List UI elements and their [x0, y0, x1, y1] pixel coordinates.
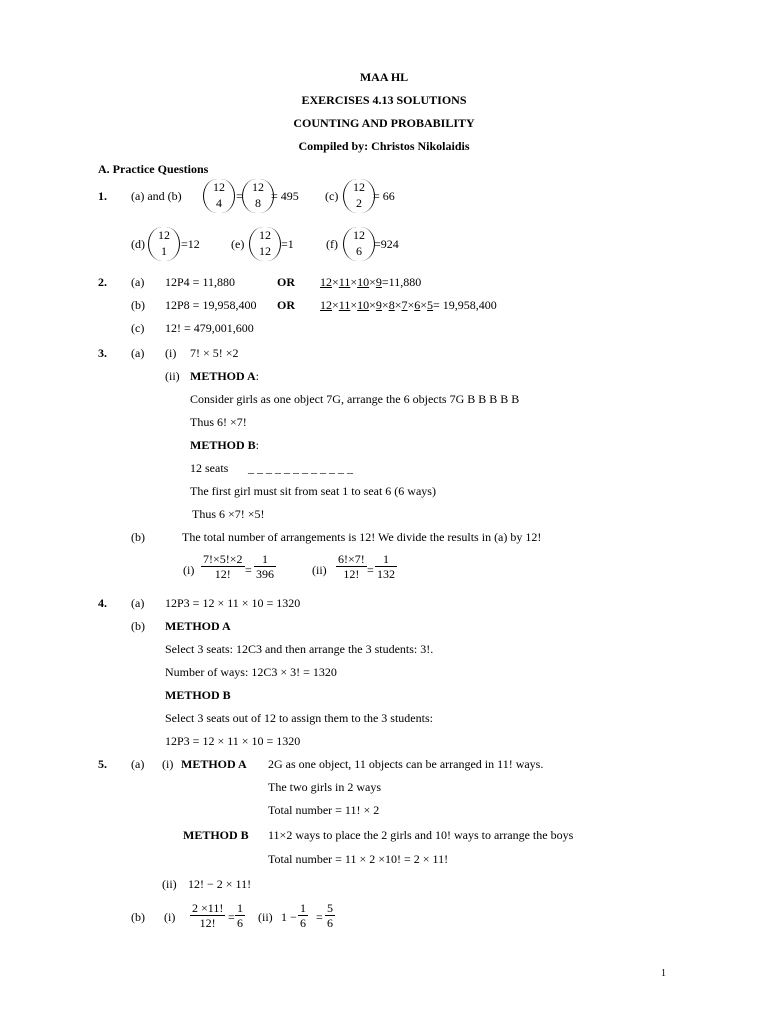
q5-bi-equals: =	[228, 910, 235, 924]
q3-a-label: (a)	[131, 346, 145, 360]
q3-ai-label: (i)	[165, 346, 177, 360]
q4-method-a-title: METHOD A	[165, 619, 231, 633]
q2-b-text: 12P8 = 19,958,400	[165, 298, 257, 312]
q5-method-a-line: The two girls in 2 ways	[268, 780, 381, 794]
q2-a-alt-factor: 10	[357, 275, 370, 289]
q2-a-alt-factor: 9	[375, 275, 382, 289]
q2-b-alt-factor: 10	[357, 298, 370, 312]
q3-bii-label: (ii)	[312, 563, 327, 577]
q4-a-label: (a)	[131, 596, 145, 610]
q3-number: 3.	[98, 346, 107, 360]
q2-b-alt-result: = 19,958,400	[433, 298, 497, 312]
q1-binom-f-bottom: 6	[356, 244, 362, 258]
q3-aii-label: (ii)	[165, 369, 180, 383]
q5-method-a-title: METHOD A	[181, 757, 247, 771]
q1-f-label: (f)	[326, 237, 338, 251]
q1-binom-d-top: 12	[158, 228, 170, 242]
q3-bi-fraction	[201, 552, 245, 581]
q5-bii-prefix: 1 −	[281, 910, 297, 924]
q2-b-alt-times: ×	[332, 298, 339, 312]
q2-b-alt-times: ×	[369, 298, 376, 312]
q3-bi-result-numerator: 1	[254, 552, 276, 567]
q2-a-alt-times: ×	[369, 275, 376, 289]
q2-a-label: (a)	[131, 275, 145, 289]
q2-b-or: OR	[277, 298, 295, 312]
q3-bi-numerator: 7!×5!×2	[203, 552, 243, 566]
q1-binom-c-bottom: 2	[356, 196, 362, 210]
q2-a-alt-times: ×	[332, 275, 339, 289]
q1-d-result: =12	[181, 237, 200, 251]
q5-bi-denominator: 12!	[199, 916, 216, 930]
q5-bii-result-numerator: 5	[327, 901, 333, 915]
q5-method-b-title: METHOD B	[183, 828, 249, 842]
q3-seats-label: 12 seats	[190, 461, 229, 475]
q3-method-b-colon: :	[255, 438, 260, 452]
q2-number: 2.	[98, 275, 107, 289]
q5-method-a-line: Total number = 11! × 2	[268, 803, 380, 817]
q5-bii-result	[325, 901, 335, 930]
q5-bii-fraction	[298, 901, 308, 930]
q1-binom-e-bottom: 12	[259, 244, 271, 258]
q1-f-result: =924	[374, 237, 399, 251]
q3-bi-result	[254, 552, 276, 581]
q3-method-a-colon: :	[255, 369, 260, 383]
q2-b-alt-times: ×	[394, 298, 402, 312]
q5-bi-result-denominator: 6	[237, 916, 243, 930]
q2-b-alt-factor: 6	[414, 298, 421, 312]
q5-bii-denominator: 6	[300, 916, 306, 930]
q2-a-alt-times: ×	[350, 275, 358, 289]
q4-method-b-title: METHOD B	[165, 688, 231, 702]
q2-b-label: (b)	[131, 298, 145, 312]
q4-method-b-line: 12P3 = 12 × 11 × 10 = 1320	[165, 734, 301, 748]
q3-bi-equals: =	[245, 563, 252, 577]
q3-bii-result	[375, 552, 397, 581]
q2-a-alt-factor: 12	[320, 275, 332, 289]
q2-a-alt-result: =11,880	[381, 275, 422, 289]
q3-bii-fraction	[336, 552, 367, 581]
q4-method-b-line: Select 3 seats out of 12 to assign them to the 3 students:	[165, 711, 433, 725]
q5-method-b-line: Total number = 11 × 2 ×10! = 2 × 11!	[268, 852, 449, 866]
q2-a-or: OR	[277, 275, 295, 289]
q2-a-text: 12P4 = 11,880	[165, 275, 235, 289]
q2-b-alt-factor: 5	[427, 298, 434, 312]
q3-bi-result-denominator: 396	[256, 567, 274, 581]
q5-method-a-line: 2G as one object, 11 objects can be arranged in 11! ways.	[268, 757, 544, 771]
section-heading: A. Practice Questions	[98, 162, 209, 176]
q1-binom-c	[343, 179, 375, 213]
q2-b-alt	[320, 298, 497, 312]
q1-binom-a	[203, 179, 235, 213]
q2-a-alt	[320, 275, 421, 289]
q3-b-label: (b)	[131, 530, 145, 544]
q1-binom-b-bottom: 8	[255, 196, 261, 210]
q3-bii-numerator: 6!×7!	[338, 552, 365, 566]
q5-bi-fraction	[190, 901, 225, 930]
q1-ab-label: (a) and (b)	[131, 189, 182, 203]
q2-b-alt-factor: 9	[375, 298, 382, 312]
q3-method-b-line: The first girl must sit from seat 1 to seat 6 (6 ways)	[190, 484, 436, 498]
q1-ab-result: = 495	[271, 189, 299, 203]
q5-aii-text: 12! − 2 × 11!	[188, 877, 252, 891]
q5-method-b-line: 11×2 ways to place the 2 girls and 10! ways to arrange the boys	[268, 828, 574, 842]
q2-b-alt-factor: 8	[388, 298, 395, 312]
q3-b-text: The total number of arrangements is 12! We divide the results in (a) by 12!	[182, 530, 542, 544]
q5-bi-result	[235, 901, 245, 930]
q3-method-b-title: METHOD B	[190, 438, 256, 452]
q5-ai-label: (i)	[162, 757, 174, 771]
q3-bi-label: (i)	[183, 563, 195, 577]
q1-binom-e-top: 12	[259, 228, 271, 242]
q1-binom-e	[249, 227, 281, 261]
q2-b-alt-factor: 12	[320, 298, 332, 312]
q2-b-alt-factor: 7	[401, 298, 408, 312]
q5-number: 5.	[98, 757, 107, 771]
q1-d-label: (d)	[131, 237, 145, 251]
q1-equals: =	[236, 189, 243, 203]
q1-binom-a-bottom: 4	[216, 196, 222, 210]
q2-c-text: 12! = 479,001,600	[165, 321, 254, 335]
doc-header-author: Compiled by: Christos Nikolaidis	[298, 139, 470, 153]
q1-c-result: = 66	[373, 189, 395, 203]
q1-binom-d	[148, 227, 180, 261]
q1-e-label: (e)	[231, 237, 245, 251]
q2-b-alt-times: ×	[381, 298, 389, 312]
q5-bii-equals: =	[316, 910, 323, 924]
q5-aii-label: (ii)	[162, 877, 177, 891]
q3-seats-blanks: _ _ _ _ _ _ _ _ _ _ _ _	[248, 461, 353, 475]
q1-binom-b-top: 12	[252, 180, 264, 194]
q1-binom-f	[343, 227, 375, 261]
q1-binom-d-bottom: 1	[161, 244, 167, 258]
q5-bi-label: (i)	[164, 910, 176, 924]
q5-bii-numerator: 1	[300, 901, 306, 915]
q5-bi-numerator: 2 ×11!	[192, 901, 224, 915]
q1-c-label: (c)	[325, 189, 339, 203]
q5-b-label: (b)	[131, 910, 145, 924]
q3-method-a-line: Consider girls as one object 7G, arrange the 6 objects 7G B B B B B	[190, 392, 520, 406]
q1-binom-b	[242, 179, 274, 213]
doc-header-course: MAA HL	[359, 70, 409, 84]
q3-method-b-heading	[190, 438, 259, 452]
q3-method-a-title: METHOD A	[190, 369, 256, 383]
q3-bii-result-numerator: 1	[375, 552, 397, 567]
doc-header-title: EXERCISES 4.13 SOLUTIONS	[301, 93, 467, 107]
q3-bii-denominator: 12!	[343, 567, 360, 581]
q2-b-alt-times: ×	[420, 298, 428, 312]
q3-method-a-heading	[190, 369, 259, 383]
doc-header-topic: COUNTING AND PROBABILITY	[293, 116, 475, 130]
q3-ai-text: 7! × 5! ×2	[190, 346, 239, 360]
q2-b-alt-factor: 11	[338, 298, 351, 312]
page-number: 1	[661, 968, 666, 979]
q3-method-a-line: Thus 6! ×7!	[190, 415, 247, 429]
q4-b-label: (b)	[131, 619, 145, 633]
q2-a-alt-factor: 11	[338, 275, 351, 289]
q5-bii-result-denominator: 6	[327, 916, 333, 930]
q2-b-alt-times: ×	[350, 298, 358, 312]
q5-bi-result-numerator: 1	[237, 901, 243, 915]
q4-number: 4.	[98, 596, 107, 610]
q1-binom-f-top: 12	[353, 228, 365, 242]
q1-number: 1.	[98, 189, 107, 203]
q4-method-a-line: Number of ways: 12C3 × 3! = 1320	[165, 665, 337, 679]
q4-a-text: 12P3 = 12 × 11 × 10 = 1320	[165, 596, 301, 610]
q3-bii-result-denominator: 132	[377, 567, 395, 581]
q3-method-b-line: Thus 6 ×7! ×5!	[192, 507, 265, 521]
q1-binom-c-top: 12	[353, 180, 365, 194]
q5-bii-label: (ii)	[258, 910, 273, 924]
q1-binom-a-top: 12	[213, 180, 225, 194]
q4-method-a-line: Select 3 seats: 12C3 and then arrange the 3 students: 3!.	[165, 642, 434, 656]
q3-bii-equals: =	[367, 563, 374, 577]
q2-c-label: (c)	[131, 321, 145, 335]
q1-e-result: =1	[281, 237, 294, 251]
q5-a-label: (a)	[131, 757, 145, 771]
q2-b-alt-times: ×	[407, 298, 415, 312]
q3-bi-denominator: 12!	[214, 567, 231, 581]
